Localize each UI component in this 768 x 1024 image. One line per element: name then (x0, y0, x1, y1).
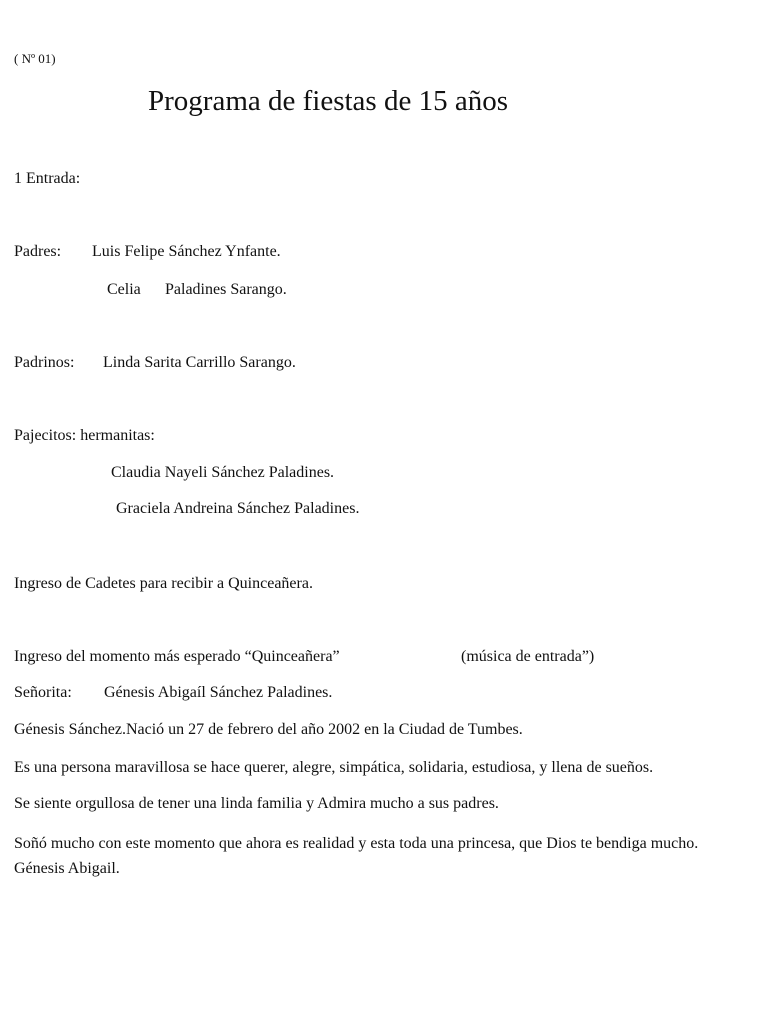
cadetes-line: Ingreso de Cadetes para recibir a Quinceañera. (14, 575, 313, 592)
hermana-name: Claudia Nayeli Sánchez Paladines. (111, 464, 335, 481)
musica-note: (música de entrada”) (461, 648, 595, 665)
bio-paragraph: Génesis Sánchez.Nació un 27 de febrero del año 2002 en la Ciudad de Tumbes. (14, 721, 523, 738)
padrinos-label: Padrinos: (14, 354, 75, 371)
bio-paragraph: Soñó mucho con este momento que ahora es realidad y esta toda una princesa, que Dios te bendiga mucho. Génesis Abigail. (14, 835, 699, 877)
document-title: Programa de fiestas de 15 años (148, 85, 508, 117)
senorita-name: Génesis Abigaíl Sánchez Paladines. (104, 684, 333, 701)
bio-paragraph: Es una persona maravillosa se hace querer, alegre, simpática, solidaria, estudiosa, y llena de sueños. (14, 759, 654, 776)
document-number: ( Nº 01) (14, 51, 56, 66)
momento-line: Ingreso del momento más esperado “Quinceañera” (14, 648, 340, 665)
pajecitos-label: Pajecitos: hermanitas: (14, 427, 155, 444)
senorita-label: Señorita: (14, 684, 72, 701)
padre-name: Luis Felipe Sánchez Ynfante. (92, 243, 281, 260)
hermana-name: Graciela Andreina Sánchez Paladines. (116, 500, 360, 517)
bio-paragraph: Se siente orgullosa de tener una linda familia y Admira mucho a sus padres. (14, 795, 499, 812)
section-heading-entrada: 1 Entrada: (14, 170, 81, 187)
madre-first-name: Celia (107, 281, 141, 298)
padrinos-name: Linda Sarita Carrillo Sarango. (103, 354, 296, 371)
padres-label: Padres: (14, 243, 62, 260)
madre-last-name: Paladines Sarango. (165, 281, 287, 298)
